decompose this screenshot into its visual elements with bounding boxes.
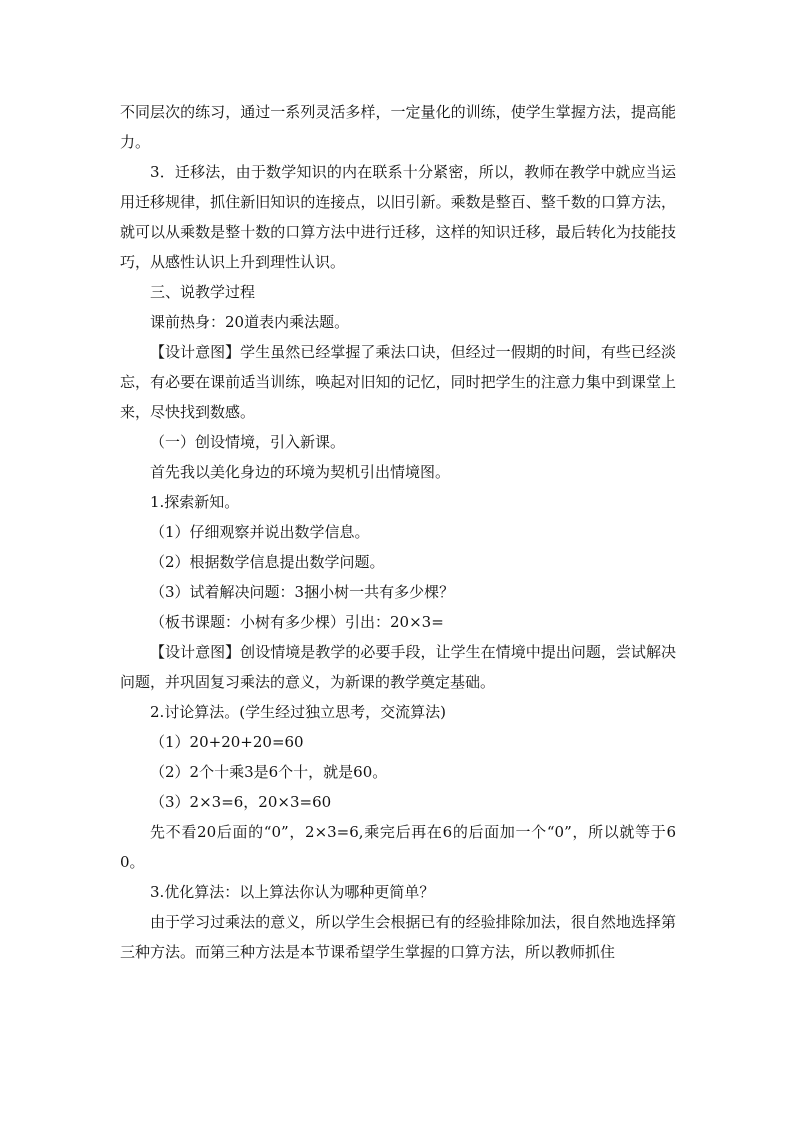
step-explore: 1.探索新知。 [150, 493, 240, 511]
list-item-tens: （2）2个十乘3是6个十，就是60。 [150, 763, 388, 781]
paragraph-conclusion: 由于学习过乘法的意义，所以学生会根据已有的经验排除加法，很自然地选择第三种方法。而第三种方法是本节课希望学生掌握的口算方法，所以教师抓住 [120, 913, 676, 961]
paragraph-context-image: 首先我以美化身边的环境为契机引出情境图。 [150, 463, 451, 481]
paragraph-board-title: （板书课题：小树有多少棵）引出：20×3= [150, 613, 444, 631]
paragraph-design-intent-2: 【设计意图】创设情境是教学的必要手段，让学生在情境中提出问题，尝试解决问题，并巩固复习乘法的意义，为新课的教学奠定基础。 [120, 643, 676, 691]
list-item-solve: （3）试着解决问题：3捆小树一共有多少棵？ [150, 583, 455, 601]
list-item-multiplication: （3）2×3=6，20×3=60 [150, 793, 332, 811]
paragraph-design-intent-1: 【设计意图】学生虽然已经掌握了乘法口诀，但经过一假期的时间，有些已经淡忘，有必要在课前适当训练，唤起对旧知的记忆，同时把学生的注意力集中到课堂上来，尽快找到数感。 [120, 343, 676, 421]
paragraph-warmup: 课前热身：20道表内乘法题。 [150, 313, 350, 331]
step-optimize: 3.优化算法：以上算法你认为哪种更简单？ [150, 883, 435, 901]
step-discuss: 2.讨论算法。(学生经过独立思考，交流算法) [150, 703, 447, 721]
paragraph-1: 不同层次的练习，通过一系列灵活多样，一定量化的训练，使学生掌握方法，提高能力。 [120, 103, 676, 151]
list-item-observe: （1）仔细观察并说出数学信息。 [150, 523, 370, 541]
list-item-ask-question: （2）根据数学信息提出数学问题。 [150, 553, 385, 571]
subheading-create-context: （一）创设情境，引入新课。 [150, 433, 346, 451]
paragraph-transfer-method: 3．迁移法，由于数学知识的内在联系十分紧密，所以，教师在教学中就应当运用迁移规律，抓住新旧知识的连接点，以旧引新。乘数是整百、整千数的口算方法，就可以从乘数是整十数的口算方法中进行迁移，这样的知识迁移，最后转化为技能技巧，从感性认识上升到理性认识。 [120, 163, 676, 271]
paragraph-zero-rule: 先不看20后面的“0”，2×3=6,乘完后再在6的后面加一个“0”，所以就等于60。 [120, 823, 676, 871]
list-item-addition: （1）20+20+20=60 [150, 733, 304, 751]
document-body [120, 97, 676, 967]
section-heading-teaching-process: 三、说教学过程 [150, 283, 256, 301]
